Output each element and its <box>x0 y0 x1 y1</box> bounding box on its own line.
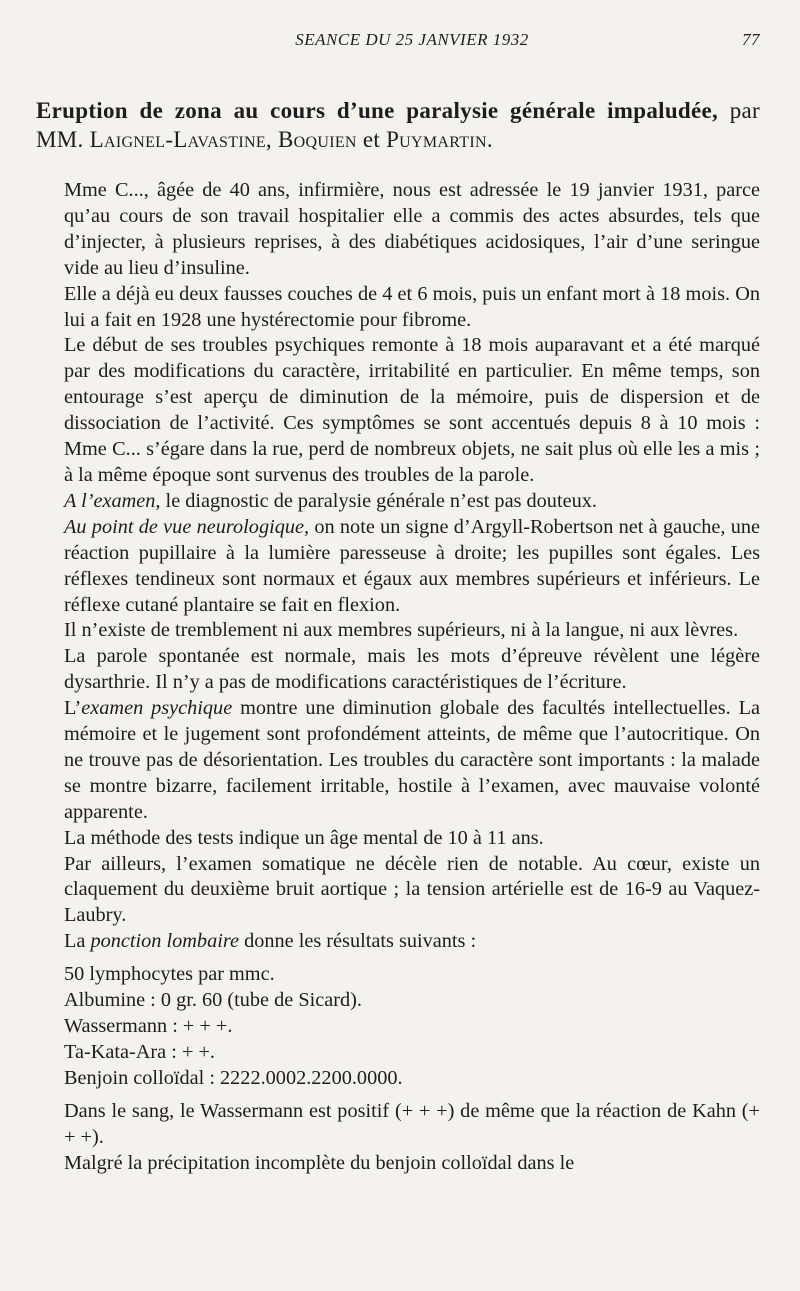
paragraph-5-text: on note un signe d’Argyll-Robertson net à gauche, une réaction pupillaire à la lumière paresseuse à droite; les pupilles sont égales. Les réflexes tendineux sont normaux et égaux aux membres supérieurs et inférieurs. Le réflexe cutané plantaire se fait en flexion. <box>64 515 760 616</box>
result-item-4: Ta-Kata-Ara : + +. <box>64 1040 215 1063</box>
paragraph-12: Dans le sang, le Wassermann est positif (+ + +) de même que la réaction de Kahn (+ + +). <box>64 1099 760 1148</box>
author-2: Boquien <box>278 127 357 152</box>
result-item-1: 50 lymphocytes par mmc. <box>64 963 275 986</box>
author-separator: et <box>362 127 381 152</box>
result-item-2: Albumine : 0 gr. 60 (tube de Sicard). <box>64 989 362 1012</box>
result-item-3: Wassermann : + + +. <box>64 1015 233 1037</box>
paragraph-13: Malgré la précipitation incomplète du benjoin colloïdal dans le <box>64 1151 575 1174</box>
running-header <box>64 30 760 60</box>
paragraph-10: Par ailleurs, l’examen somatique ne décèle rien de notable. Au cœur, existe un claquement du deuxième bruit aortique ; la tension artérielle est de 16-9 au Vaquez-Laubry. <box>64 852 760 927</box>
paragraph-11 <box>64 929 760 955</box>
results-list <box>64 962 760 1092</box>
title-par: par MM. <box>36 98 760 152</box>
paragraph-4-italic: A l’examen, <box>64 489 161 512</box>
paragraph-4 <box>64 489 760 515</box>
author-3: Puymartin. <box>386 127 493 152</box>
paragraph-2: Elle a déjà eu deux fausses couches de 4 et 6 mois, puis un enfant mort à 18 mois. On lui a fait en 1928 une hystérectomie pour fibrome. <box>64 282 760 331</box>
author-1: Laignel-Lavastine <box>89 127 266 152</box>
paragraph-4-text: le diagnostic de paralysie générale n’est pas douteux. <box>160 489 597 512</box>
paragraph-8-prefix: L’ <box>64 697 82 720</box>
title-main: Eruption de zona au cours d’une paralysie générale impaludée, <box>36 98 719 123</box>
page <box>36 30 760 1176</box>
paragraph-5 <box>64 515 760 619</box>
paragraph-5-italic: Au point de vue neurologique, <box>64 515 310 538</box>
paragraph-7: La parole spontanée est normale, mais les mots d’épreuve révèlent une légère dysarthrie. Il n’y a pas de modifications caractéristiques de l’écriture. <box>64 645 760 694</box>
paragraph-8-italic: examen psychique <box>81 697 233 720</box>
article-body <box>64 178 760 1176</box>
paragraph-6: Il n’existe de tremblement ni aux membres supérieurs, ni à la langue, ni aux lèvres. <box>64 619 739 642</box>
paragraph-11-prefix: La <box>64 930 91 953</box>
paragraph-9: La méthode des tests indique un âge mental de 10 à 11 ans. <box>64 826 544 849</box>
paragraph-11-italic: ponction lombaire <box>90 930 239 953</box>
paragraph-11-text: donne les résultats suivants : <box>239 930 477 953</box>
article-title: Eruption de zona au cours d’une paralysie générale impaludée, par MM. Laignel-Lavastine, Boquien et Puymartin. <box>36 98 760 152</box>
page-number: 77 <box>742 30 760 49</box>
paragraph-1: Mme C..., âgée de 40 ans, infirmière, nous est adressée le 19 janvier 1931, parce qu’au cours de son travail hospitalier elle a commis des actes absurdes, tels que d’injecter, à plusieurs reprises, à des diabétiques acidosiques, l’air d’une seringue vide au lieu d’insuline. <box>64 179 760 279</box>
paragraph-8 <box>64 696 760 826</box>
running-title: SEANCE DU 25 JANVIER 1932 <box>295 30 529 49</box>
result-item-5: Benjoin colloïdal : 2222.0002.2200.0000. <box>64 1066 403 1089</box>
paragraph-8-text: montre une diminution globale des facultés intellectuelles. La mémoire et le jugement sont profondément atteints, de même que l’autocritique. On ne trouve pas de désorientation. Les troubles du caractère sont importants : la malade se montre bizarre, facilement irritable, hostile à l’examen, avec mauvaise volonté apparente. <box>64 697 760 823</box>
paragraph-3: Le début de ses troubles psychiques remonte à 18 mois auparavant et a été marqué par des modifications du caractère, irritabilité en particulier. En même temps, son entourage s’est aperçu de diminution de la mémoire, puis de dispersion et de dissociation de l’activité. Ces symptômes se sont accentués depuis 8 à 10 mois : Mme C... s’égare dans la rue, perd de nombreux objets, ne sait plus où elle les a mis ; à la même époque sont survenus des troubles de la parole. <box>64 334 760 486</box>
